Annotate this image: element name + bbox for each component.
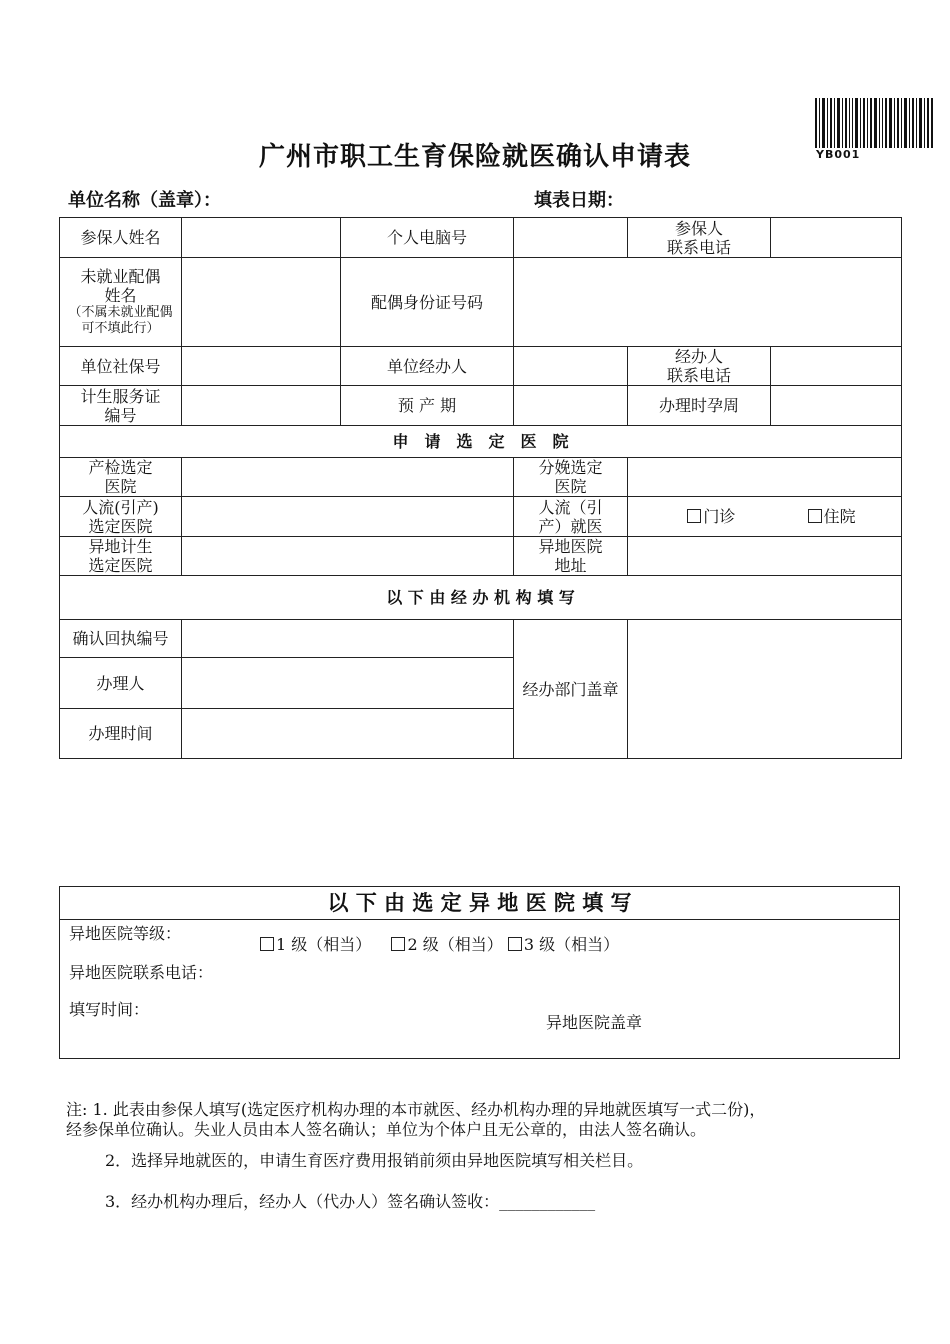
abortion-hospital-field[interactable]: [182, 497, 514, 537]
checkbox-icon: [808, 509, 822, 523]
grade-options: [260, 932, 619, 955]
remote-hospital-address-label: 异地医院 地址: [514, 537, 628, 576]
notes: [66, 1100, 906, 1140]
remote-hospital-seal-label: 异地医院盖章: [546, 1013, 643, 1032]
dept-seal-label: 经办部门盖章: [514, 620, 628, 759]
remote-hospital-grade-label: 异地医院等级：: [69, 924, 182, 943]
checkbox-icon: [391, 937, 405, 951]
prenatal-hospital-label: 产检选定 医院: [60, 458, 182, 497]
receipt-no-label: 确认回执编号: [60, 620, 182, 658]
fill-date-label: 填表日期：: [534, 190, 624, 211]
abortion-hospital-label: 人流(引产) 选定医院: [60, 497, 182, 537]
insured-phone-field[interactable]: [771, 218, 902, 258]
unit-handler-label: 单位经办人: [341, 347, 514, 386]
insured-name-field[interactable]: [182, 218, 341, 258]
remote-hospital-phone-label: 异地医院联系电话：: [69, 963, 214, 982]
delivery-hospital-label: 分娩选定 医院: [514, 458, 628, 497]
unit-ss-no-label: 单位社保号: [60, 347, 182, 386]
spouse-name-label: 未就业配偶 姓名 （不属未就业配偶可不填此行）: [60, 258, 182, 347]
delivery-hospital-field[interactable]: [628, 458, 902, 497]
spouse-note: （不属未就业配偶可不填此行）: [68, 305, 173, 336]
grade-2-checkbox[interactable]: 2 级（相当）: [391, 935, 502, 954]
receipt-no-field[interactable]: [182, 620, 514, 658]
checkbox-icon: [687, 509, 701, 523]
note-3: 3．经办机构办理后，经办人（代办人）签名确认签收：____________: [105, 1192, 596, 1211]
grade-1-checkbox[interactable]: 1 级（相当）: [260, 935, 371, 954]
remote-hospital-address-field[interactable]: [628, 537, 902, 576]
unit-ss-no-field[interactable]: [182, 347, 341, 386]
fp-cert-label: 计生服务证 编号: [60, 386, 182, 426]
note-1-line-1: 注: 1. 此表由参保人填写(选定医疗机构办理的本市就医、经办机构办理的异地就医填写一式二份)，: [66, 1100, 766, 1119]
hospital-section-title: 申 请 选 定 医 院: [60, 426, 902, 458]
insured-name-label: 参保人姓名: [60, 218, 182, 258]
visit-type-options: [628, 497, 902, 537]
remote-hospital-section-title: 以 下 由 选 定 异 地 医 院 填 写: [60, 887, 899, 920]
outpatient-checkbox[interactable]: 门诊: [687, 507, 735, 526]
fill-time-label: 填写时间：: [69, 1000, 150, 1019]
personal-pc-no-field[interactable]: [514, 218, 628, 258]
checkbox-icon: [260, 937, 274, 951]
gestational-week-label: 办理时孕周: [628, 386, 771, 426]
agency-section-title: 以 下 由 经 办 机 构 填 写: [60, 576, 902, 620]
remote-fp-hospital-field[interactable]: [182, 537, 514, 576]
unit-name-label: 单位名称（盖章）：: [68, 190, 221, 211]
spouse-id-field[interactable]: [514, 258, 902, 347]
handler-field[interactable]: [182, 658, 514, 709]
due-date-field[interactable]: [514, 386, 628, 426]
document-code: YB001: [816, 148, 861, 161]
spouse-id-label: 配偶身份证号码: [341, 258, 514, 347]
handler-label: 办理人: [60, 658, 182, 709]
note-1-line-2: 经参保单位确认。失业人员由本人签名确认；单位为个体户且无公章的，由法人签名确认。: [66, 1120, 707, 1139]
unit-handler-field[interactable]: [514, 347, 628, 386]
handle-time-label: 办理时间: [60, 709, 182, 759]
fp-cert-field[interactable]: [182, 386, 341, 426]
note-2: 2．选择异地就医的，申请生育医疗费用报销前须由异地医院填写相关栏目。: [105, 1151, 644, 1170]
application-form-table: [59, 217, 902, 759]
gestational-week-field[interactable]: [771, 386, 902, 426]
inpatient-checkbox[interactable]: 住院: [808, 507, 856, 526]
abortion-visit-type-label: 人流（引 产）就医: [514, 497, 628, 537]
checkbox-icon: [508, 937, 522, 951]
remote-fp-hospital-label: 异地计生 选定医院: [60, 537, 182, 576]
personal-pc-no-label: 个人电脑号: [341, 218, 514, 258]
insured-phone-label: 参保人 联系电话: [628, 218, 771, 258]
dept-seal-area[interactable]: [628, 620, 902, 759]
due-date-label: 预 产 期: [341, 386, 514, 426]
page-title: 广州市职工生育保险就医确认申请表: [258, 142, 691, 172]
prenatal-hospital-field[interactable]: [182, 458, 514, 497]
spouse-name-field[interactable]: [182, 258, 341, 347]
handle-time-field[interactable]: [182, 709, 514, 759]
handler-phone-field[interactable]: [771, 347, 902, 386]
grade-3-checkbox[interactable]: 3 级（相当）: [508, 935, 619, 954]
handler-phone-label: 经办人 联系电话: [628, 347, 771, 386]
remote-hospital-section: [59, 886, 900, 1059]
